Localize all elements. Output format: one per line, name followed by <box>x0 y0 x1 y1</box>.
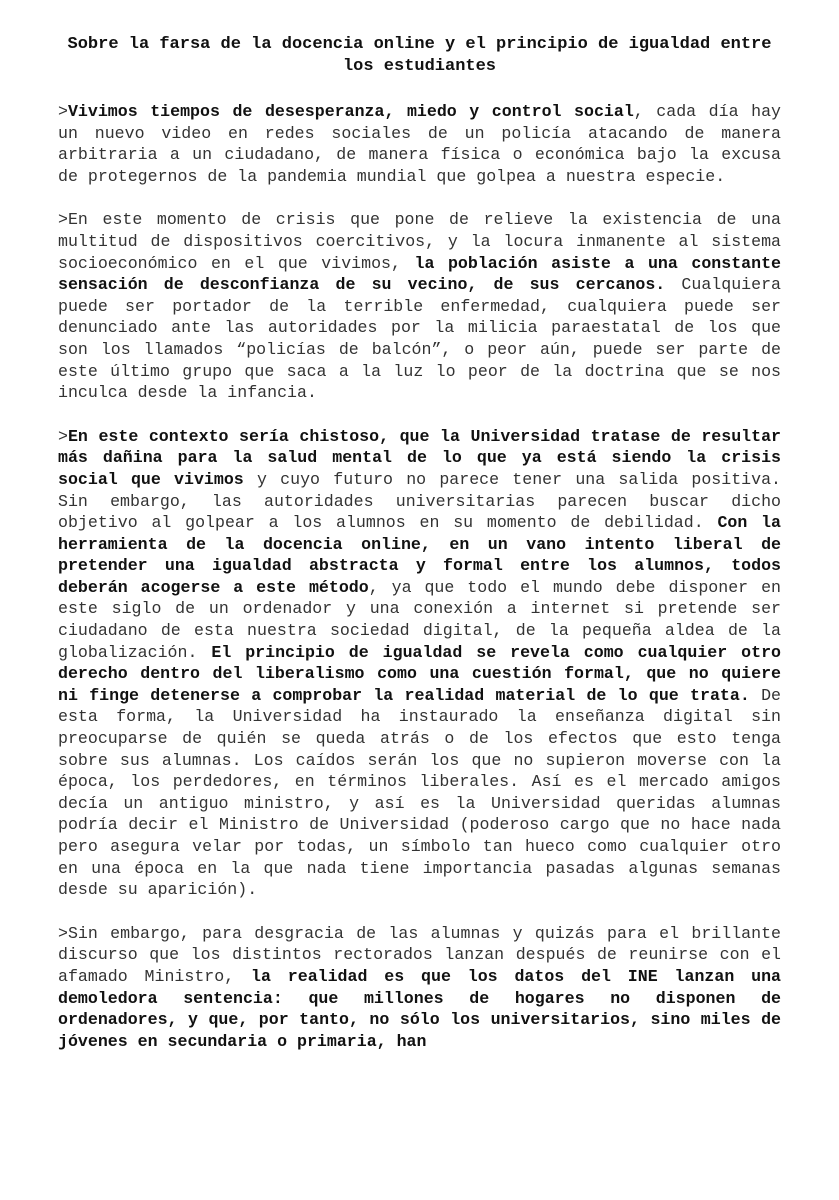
paragraph-1 <box>58 101 781 187</box>
text-segment: y cuyo futuro no parece tener una salida positiva. Sin embargo, las autoridades universitarias parecen buscar dicho objetivo al golpear a los alumnos en su momento de debilidad. <box>58 469 781 533</box>
bold-segment: En este contexto sería chistoso, que la Universidad tratase de resultar más dañina para la salud mental de lo que ya está siendo la crisis social que vivimos <box>58 426 781 489</box>
bold-segment: El principio de igualdad se revela como cualquier otro derecho dentro del liberalismo como una cuestión formal, que no quiere ni finge detenerse a comprobar la realidad material de lo que trata. <box>58 642 781 705</box>
text-segment: , ya que todo el mundo debe disponer en este siglo de un ordenador y una conexión a internet si pretende ser ciudadano de esta nuestra sociedad digital, de la pequeña aldea de la globalización. <box>58 577 781 662</box>
text-segment: Cualquiera puede ser portador de la terrible enfermedad, cualquiera puede ser denunciado ante las autoridades por la milicia paraestatal de los que son los llamados “policías de balcón”, o peor aún, puede ser parte de este último grupo que saca a la luz lo peor de la doctrina que se nos inculca desde la infancia. <box>58 275 781 403</box>
bold-segment: la población asiste a una constante sensación de desconfianza de su vecino, de sus cercanos. <box>58 253 781 295</box>
paragraph-2 <box>58 209 781 403</box>
text-segment: >En este momento de crisis que pone de relieve la existencia de una multitud de dispositivos coercitivos, y la locura inmanente al sistema socioeconómico en el que vivimos, <box>58 210 781 273</box>
text-segment: > <box>58 426 68 446</box>
document-title: Sobre la farsa de la docencia online y el principio de igualdad entre los estudiantes <box>67 35 772 76</box>
bold-segment: la realidad es que los datos del INE lanzan una demoledora sentencia: que millones de hogares no disponen de ordenadores, y que, por tanto, no sólo los universitarios, sino miles de jóvenes en secundaria o primaria, han <box>58 966 781 1051</box>
bold-segment: Con la herramienta de la docencia online, en un vano intento liberal de pretender una igualdad abstracta y formal entre los alumnos, todos deberán acogerse a este método <box>58 513 782 597</box>
text-segment: , cada día hay un nuevo video en redes sociales de un policía atacando de manera arbitraria a un ciudadano, de manera física o económica bajo la excusa de protegernos de la pandemia mundial que golpea a nuestra especie. <box>58 102 781 186</box>
bold-segment: Vivimos tiempos de desesperanza, miedo y control social <box>67 102 634 121</box>
text-segment: > <box>58 102 68 121</box>
paragraph-4 <box>58 923 781 1053</box>
text-segment: De esta forma, la Universidad ha instaurado la enseñanza digital sin preocuparse de quién se queda atrás o de los efectos que esto tenga sobre sus alumnas. Los caídos serán los que no supieron moverse con la época, los perdedores, en términos liberales. Así es el mercado amigos decía un antiguo ministro, y así es la Universidad queridas alumnas podría decir el Ministro de Universidad (poderoso cargo que no hace nada pero asegura velar por todas, un símbolo tan hueco como cualquier otro en una época en la que nada tiene importancia pasadas algunas semanas desde su aparición). <box>58 685 782 900</box>
text-segment: >Sin embargo, para desgracia de las alumnas y quizás para el brillante discurso que los distintos rectorados lanzan después de reunirse con el afamado Ministro, <box>58 923 781 986</box>
paragraph-3 <box>58 426 781 901</box>
